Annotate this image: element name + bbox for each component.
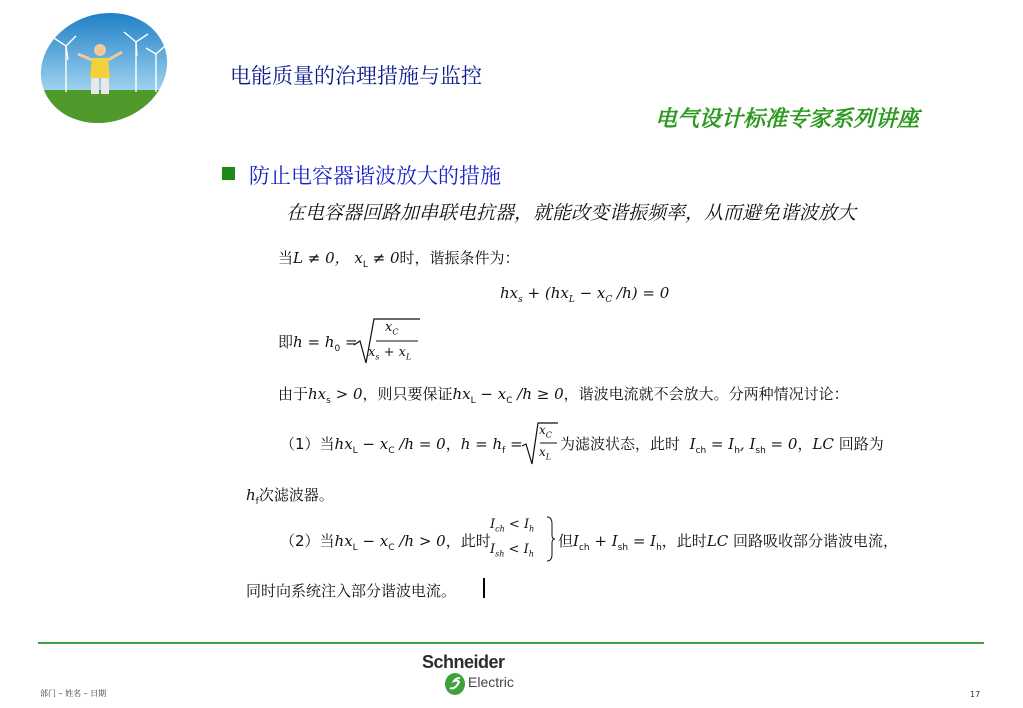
text-segment: 时，谐振条件为： xyxy=(399,249,520,267)
case2-system-row1 xyxy=(490,517,534,534)
math-segment: hx xyxy=(500,284,519,302)
subscript: L xyxy=(470,396,476,406)
text-segment: 但 xyxy=(558,532,574,550)
subscript: f xyxy=(502,446,506,456)
subscript: 0 xyxy=(334,344,341,354)
text-segment: ，此时 xyxy=(661,532,707,550)
text-segment: （2）当 xyxy=(280,532,335,550)
subscript: ch xyxy=(495,524,505,534)
subscript: h xyxy=(734,446,740,456)
subscript: L xyxy=(568,295,575,305)
case2-continuation: 同时向系统注入部分谐波电流。 xyxy=(246,582,457,600)
logo-photo xyxy=(38,12,170,124)
text-segment: 当 xyxy=(278,249,294,267)
math-segment: x xyxy=(539,423,546,437)
case1-tail xyxy=(560,433,884,456)
math-segment: hx xyxy=(452,385,471,403)
slide-title: 电能质量的治理措施与监控 xyxy=(230,64,482,88)
resonance-equation xyxy=(500,284,669,305)
schneider-logo xyxy=(422,652,542,700)
text-segment: ， xyxy=(445,435,461,453)
text-segment: 由于 xyxy=(278,385,309,403)
math-segment: /h ≥ 0 xyxy=(512,385,564,403)
subscript: L xyxy=(545,452,552,462)
fraction-denominator xyxy=(368,345,411,362)
subscript: f xyxy=(255,497,259,507)
math-segment: < I xyxy=(504,542,529,557)
math-segment: + x xyxy=(379,345,406,360)
guarantee-line xyxy=(278,383,849,406)
case1-line xyxy=(280,433,523,456)
math-segment: h = h xyxy=(293,333,335,351)
math-segment: , I xyxy=(739,435,756,453)
series-title: 电气设计标准专家系列讲座 xyxy=(655,107,920,132)
math-segment: hx xyxy=(334,532,353,550)
fraction-numerator xyxy=(385,320,398,337)
text-segment: 回路为 xyxy=(838,435,884,453)
subscript: sh xyxy=(755,446,766,456)
math-segment: = I xyxy=(628,532,657,550)
subscript: C xyxy=(388,543,395,553)
math-segment: ≠ 0 xyxy=(367,249,400,267)
math-segment: I xyxy=(689,435,696,453)
subscript: h xyxy=(529,524,535,534)
subscript: L xyxy=(362,260,368,270)
bullet-heading-row xyxy=(222,160,501,190)
subscript: s xyxy=(375,352,380,362)
subscript: s xyxy=(518,295,523,305)
case1-frac-num xyxy=(539,423,552,439)
math-segment: /h = 0 xyxy=(394,435,446,453)
math-segment: + (hx xyxy=(522,284,569,302)
text-segment: 为滤波状态，此时 xyxy=(560,435,681,453)
text-segment: ，谐波电流就不会放大。分两种情况讨论： xyxy=(563,385,849,403)
case1-frac-den xyxy=(539,445,551,461)
subscript: C xyxy=(506,396,513,406)
text-cursor xyxy=(483,578,485,598)
subscript: s xyxy=(326,396,331,406)
math-segment: hx xyxy=(308,385,327,403)
math-segment: − x xyxy=(357,435,389,453)
math-segment: − x xyxy=(357,532,389,550)
right-brace-icon xyxy=(546,516,556,562)
subscript: sh xyxy=(617,543,629,553)
bullet-heading: 防止电容器谐波放大的措施 xyxy=(249,164,501,188)
math-segment: = 0 xyxy=(765,435,798,453)
math-segment: = I xyxy=(706,435,735,453)
square-bullet-icon xyxy=(222,167,235,180)
math-segment: /h) = 0 xyxy=(612,284,670,302)
subscript: ch xyxy=(578,543,590,553)
math-segment: h xyxy=(246,486,256,504)
case2-line xyxy=(280,530,491,553)
subscript: C xyxy=(545,430,552,440)
condition-line xyxy=(278,247,520,270)
subscript: C xyxy=(605,295,613,305)
text-segment: ，此时 xyxy=(445,532,491,550)
subscript: L xyxy=(352,543,358,553)
subscript: ch xyxy=(695,446,707,456)
text-segment: 即 xyxy=(278,333,294,351)
case2-tail xyxy=(558,530,898,553)
math-segment: + I xyxy=(589,532,618,550)
math-segment: I xyxy=(490,517,496,532)
text-segment: 次滤波器。 xyxy=(258,486,334,504)
text-segment: ， xyxy=(797,435,813,453)
math-segment: L ≠ 0， x xyxy=(293,249,363,267)
math-segment: LC xyxy=(812,435,834,453)
math-segment: h = h xyxy=(460,435,503,453)
math-segment: x xyxy=(385,320,393,335)
subscript: C xyxy=(392,327,399,337)
h0-equation xyxy=(278,331,358,354)
subscript: C xyxy=(388,446,395,456)
math-segment: = xyxy=(505,435,523,453)
text-segment: （1）当 xyxy=(280,435,335,453)
subscript: sh xyxy=(495,549,505,559)
case2-system-row2 xyxy=(490,542,534,559)
math-segment: /h > 0 xyxy=(394,532,446,550)
brand-sub: Electric xyxy=(468,674,514,690)
subscript: L xyxy=(352,446,358,456)
math-segment: − x xyxy=(475,385,507,403)
footer-info: 部门 – 姓名 – 日期 xyxy=(40,689,107,698)
brand-mark-icon xyxy=(444,672,466,696)
text-segment: 回路吸收部分谐波电流， xyxy=(733,532,899,550)
text-segment: ，则只要保证 xyxy=(362,385,453,403)
case1-continuation xyxy=(246,484,334,507)
subscript: L xyxy=(405,352,412,362)
subscript: h xyxy=(656,543,662,553)
math-segment: I xyxy=(490,542,496,557)
subtitle: 在电容器回路加串联电抗器，就能改变谐振频率，从而避免谐波放大 xyxy=(286,202,857,224)
math-segment: x xyxy=(368,345,376,360)
math-segment: LC xyxy=(706,532,729,550)
math-segment: I xyxy=(573,532,579,550)
math-segment: > 0 xyxy=(330,385,363,403)
page-number: 17 xyxy=(970,690,981,699)
math-segment: = xyxy=(340,333,358,351)
math-segment: < I xyxy=(504,517,530,532)
brand-name: Schneider xyxy=(422,652,505,672)
math-segment: − x xyxy=(574,284,606,302)
footer-divider xyxy=(38,642,984,644)
subscript: h xyxy=(528,549,534,559)
math-segment: x xyxy=(539,445,546,459)
math-segment: hx xyxy=(334,435,353,453)
